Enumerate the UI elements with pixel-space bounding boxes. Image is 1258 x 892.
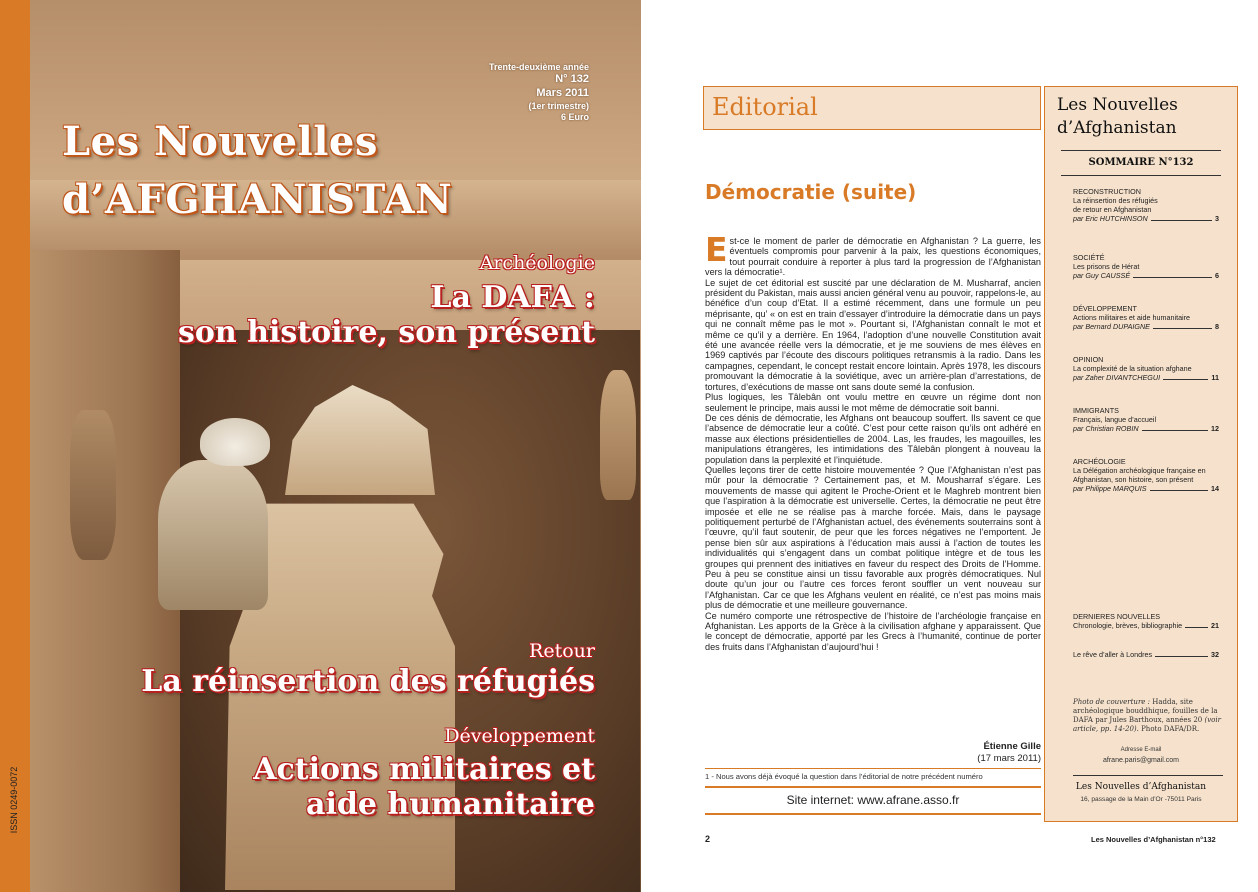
toc-title: La Délégation archéologique française en bbox=[1073, 466, 1206, 475]
toc-entry[interactable] bbox=[1073, 621, 1219, 630]
table-of-contents bbox=[1044, 86, 1238, 822]
email-link[interactable]: afrane.paris@gmail.com bbox=[1103, 757, 1179, 764]
toc-page: 32 bbox=[1211, 650, 1219, 659]
divider bbox=[1073, 775, 1223, 776]
article-body bbox=[705, 230, 1041, 652]
headline-line: son histoire, son présent bbox=[178, 315, 595, 351]
divider bbox=[705, 786, 1041, 788]
toc-title: Les prisons de Hérat bbox=[1073, 262, 1140, 271]
footnote: 1 - Nous avons déjà évoqué la question dans l’éditorial de notre précédent numéro bbox=[705, 772, 983, 781]
toc-title: La réinsertion des réfugiés bbox=[1073, 196, 1158, 205]
paragraph bbox=[705, 230, 1041, 278]
email-label: Adresse E-mail bbox=[1120, 747, 1162, 753]
toc-entry[interactable] bbox=[1073, 457, 1219, 493]
toc-category: OPINION bbox=[1073, 355, 1104, 364]
issue-date: Mars 2011 bbox=[536, 87, 589, 99]
headline-line: aide humanitaire bbox=[306, 787, 595, 823]
toc-heading: SOMMAIRE N°132 bbox=[1088, 157, 1194, 168]
toc-page: 8 bbox=[1215, 322, 1219, 331]
cover-title-line1: Les Nouvelles bbox=[62, 118, 378, 165]
paragraph: Quelles leçons tirer de cette histoire mouvementée ? Que l’Afghanistan n’est pas mûr pour la démocratie ? Certainement pas, et M. Mousharraf s’égare. Les mouvements de masse qui agitent le Proche-Orient et le Maghreb montrent bien que l’aspiration à la démocratie est universelle. Certes, la démocratie ne peut être imposée et elle ne se réalise pas à marche forcée. Mais, dans le paysage politiquement perturbé de l’Afghanistan actuel, des événements souterrains sont à l’œuvre, qu’il faut soutenir, de peur que les forces négatives ne l’emportent. Je pense bien sûr aux aspirations à l’éducation mais aussi à l’action de toutes les individualités qui s’engagent dans un combat politique intègre et de tous les groupes qui prennent des initiatives en faveur du respect des Droits de l’Homme. Peu à peu se constitue ainsi un tissu favorable aux progrès démocratiques. Nul doute qu’un jour ou l’autre ces forces feront souffler un vent nouveau sur l’Afghanistan. Car ce que les Afghans veulent en réalité, ce n’est pas moins mais plus de démocratie et une meilleure gouvernance. bbox=[705, 464, 1041, 611]
photo-credit bbox=[1073, 698, 1225, 734]
page-number: 2 bbox=[705, 834, 711, 844]
toc-page: 12 bbox=[1211, 424, 1219, 433]
website-link[interactable]: Site internet: www.afrane.asso.fr bbox=[786, 793, 960, 807]
toc-entry[interactable] bbox=[1073, 304, 1219, 331]
toc-author: par Guy CAUSSÉ bbox=[1073, 271, 1131, 280]
toc-title: Le rêve d’aller à Londres bbox=[1073, 650, 1153, 659]
toc-page: 11 bbox=[1211, 373, 1219, 382]
toc-page: 21 bbox=[1211, 621, 1219, 630]
toc-title: Afghanistan, son histoire, son présent bbox=[1073, 475, 1194, 484]
toc-title: La complexité de la situation afghane bbox=[1073, 364, 1192, 373]
divider bbox=[705, 768, 1041, 769]
toc-category: ARCHÉOLOGIE bbox=[1073, 457, 1126, 466]
magazine-name-line1: Les Nouvelles bbox=[1057, 95, 1178, 115]
author-signature: Étienne Gille bbox=[983, 741, 1041, 752]
toc-entry[interactable] bbox=[1073, 355, 1219, 382]
issue-quarter: (1er trimestre) bbox=[528, 100, 589, 111]
story-kicker-archeologie: Archéologie bbox=[479, 252, 595, 274]
headline-line: La DAFA : bbox=[430, 280, 595, 315]
divider bbox=[1061, 175, 1221, 176]
toc-page: 3 bbox=[1215, 214, 1219, 223]
toc-author: par Zaher DIVANTCHEGUI bbox=[1073, 373, 1161, 382]
credit-text: Photo DAFA/DR. bbox=[1138, 725, 1200, 733]
section-label-box bbox=[703, 86, 1041, 130]
magazine-name-line2: d’Afghanistan bbox=[1057, 118, 1177, 138]
toc-title: de retour en Afghanistan bbox=[1073, 205, 1152, 214]
story-kicker-retour: Retour bbox=[529, 640, 595, 662]
toc-author: par Bernard DUPAIGNE bbox=[1073, 322, 1150, 331]
story-kicker-developpement: Développement bbox=[444, 725, 595, 747]
toc-title: Français, langue d’accueil bbox=[1073, 415, 1157, 424]
story-headline-dafa bbox=[178, 280, 595, 350]
issue-year: Trente-deuxième année bbox=[488, 62, 589, 72]
divider bbox=[705, 813, 1041, 815]
toc-category: IMMIGRANTS bbox=[1073, 406, 1119, 415]
issue-info bbox=[489, 62, 589, 123]
issue-number: N° 132 bbox=[555, 73, 589, 86]
credit-text: Hadda, site archéologique bouddhique, fouilles de la DAFA par Jules Barthoux, années 20 bbox=[1073, 698, 1218, 724]
credit-label: Photo de couverture : bbox=[1073, 698, 1151, 706]
archaeologist-figure bbox=[158, 460, 268, 610]
credit-ref: (voir article, pp. 14-20). bbox=[1073, 716, 1221, 733]
story-headline-refugies bbox=[141, 664, 595, 699]
page-footer: Les Nouvelles d’Afghanistan n°132 bbox=[1091, 835, 1216, 844]
toc-title: Chronologie, brèves, bibliographie bbox=[1073, 621, 1183, 630]
toc-entry[interactable] bbox=[1073, 253, 1219, 280]
pith-helmet bbox=[200, 418, 270, 466]
drop-cap: E bbox=[705, 230, 728, 269]
section-label: Editorial bbox=[712, 93, 818, 121]
toc-category: DÉVELOPPEMENT bbox=[1073, 304, 1137, 313]
toc-page: 6 bbox=[1215, 271, 1219, 280]
toc-author: par Eric HUTCHINSON bbox=[1073, 214, 1148, 223]
toc-category: RECONSTRUCTION bbox=[1073, 187, 1141, 196]
divider bbox=[1061, 150, 1221, 151]
publisher-address: 16, passage de la Main d’Or -75011 Paris bbox=[1080, 796, 1202, 803]
toc-page: 14 bbox=[1211, 484, 1219, 493]
paragraph: Le sujet de cet éditorial est suscité par une déclaration de M. Musharraf, ancien président du Pakistan, mais aussi ancien général venu au pouvoir, rappelons-le, au bénéfice d’un coup d’Etat. Il a estimé récemment, dans une formule un peu méprisante, qu’ « on est en train d’essayer d’introduire la démocratie dans un pays qui ne connaît même pas le mot ». Pourtant si, l’Afghanistan connaît le mot et même ce qu’il y a derrière. En 1964, l’adoption d’une nouvelle Constitution avait été une avancée réelle vers la démocratie, et je me souviens de mes élèves en 1969 captivés par l’écoute des discours politiques retransmis à la radio. Dans les campagnes, cependant, le concept restait encore lointain. Après 1978, les discours promouvant la démocratie à la soviétique, avec un arrière-plan d’arrestations, de tortures, d’exécutions de masse ont sans doute semé la confusion. bbox=[705, 277, 1041, 392]
issn: ISSN 0249-0072 bbox=[9, 766, 19, 834]
paragraph: De ces dénis de démocratie, les Afghans ont beaucoup souffert. Ils savent ce que l’absence de démocratie leur a coûté. C’est pour cette raison qu’ils ont adhéré en masse aux élections présidentielles de 2004. Las, les fraudes, les magouilles, les manipulations étrangères, les intimidations des Tâlebân plongent à nouveau la population dans la perplexité et l’inquiétude. bbox=[705, 412, 1041, 465]
paragraph: Plus logiques, les Tâlebân ont voulu mettre en œuvre un régime dont non seulement le principe, mais aussi le mot même de démocratie soit banni. bbox=[705, 392, 1041, 413]
toc-author: par Philippe MARQUIS bbox=[1073, 484, 1147, 493]
story-headline-actions bbox=[253, 752, 595, 822]
toc-entry[interactable] bbox=[1073, 187, 1219, 223]
article-title: Démocratie (suite) bbox=[705, 180, 917, 204]
toc-entry[interactable] bbox=[1073, 406, 1219, 433]
signature-date: (17 mars 2011) bbox=[977, 753, 1041, 764]
headline-line: Actions militaires et bbox=[253, 752, 595, 787]
issue-price: 6 Euro bbox=[560, 112, 589, 122]
paragraph: Ce numéro comporte une rétrospective de l’histoire de l’archéologie française en Afghanistan. Les apports de la Grèce à la civilisation afghane y apparaissent. Que le concept de démocratie, apporté par les Grecs à l’humanité, continue de porter des fruits dans l’Afghanistan d’aujourd’hui ! bbox=[705, 610, 1041, 652]
toc-category: SOCIÉTÉ bbox=[1073, 253, 1105, 262]
headline-line: La réinsertion des réfugiés bbox=[141, 664, 595, 699]
paragraph-text: st-ce le moment de parler de démocratie en Afghanistan ? La guerre, les éventuels compromis pour parvenir à la paix, les questions économiques, tout pourrait conduire à reporter à plus tard la progression de l’Afghanistan vers la démocratie¹. bbox=[705, 236, 1041, 278]
toc-entry[interactable] bbox=[1073, 650, 1219, 659]
cover-title-line2: d’AFGHANISTAN bbox=[62, 176, 453, 223]
toc-title: Actions militaires et aide humanitaire bbox=[1073, 313, 1191, 322]
publisher-name: Les Nouvelles d’Afghanistan bbox=[1075, 782, 1207, 792]
toc-category: DERNIERES NOUVELLES bbox=[1073, 612, 1161, 621]
toc-author: par Christian ROBIN bbox=[1073, 424, 1139, 433]
